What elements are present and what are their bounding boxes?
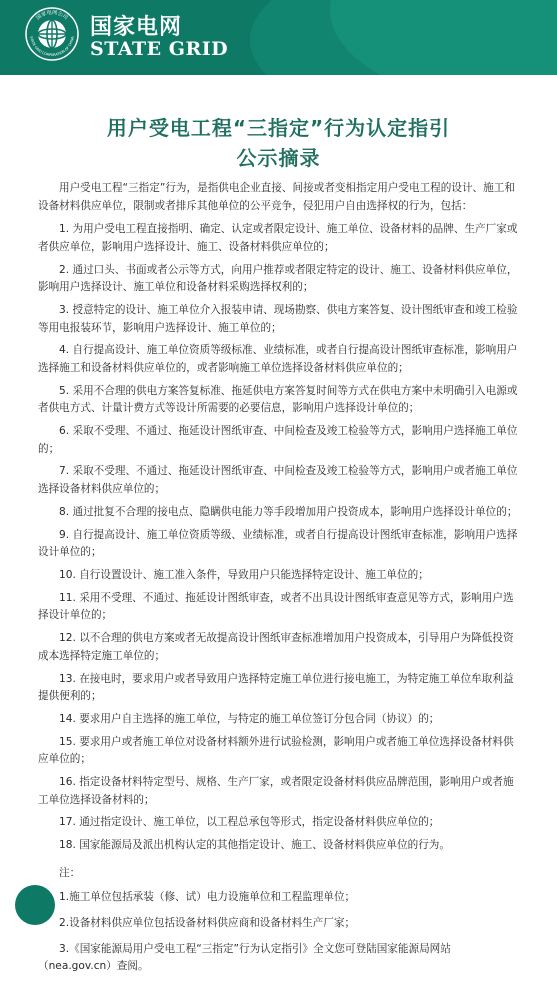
list-item: 15. 要求用户或者施工单位对设备材料额外进行试验检测，影响用户或者施工单位选择设备材料供应单位的； (38, 735, 514, 766)
list-item: 11. 采用不受理、不通过、拖延设计图纸审查，或者不出具设计图纸审查意见等方式，影响用户选择设计单位的； (38, 591, 514, 622)
note-item: 1.施工单位包括承装（修、试）电力设施单位和工程监理单位； (59, 891, 356, 904)
intro-paragraph: 用户受电工程“三指定”行为，是指供电企业直接、间接或者变相指定用户受电工程的设计、施工和设备材料供应单位，限制或者排斥其他单位的公平竞争，侵犯用户自由选择权的行为，包括： (38, 182, 515, 212)
list-item: 3. 授意特定的设计、施工单位介入报装申请、现场勘察、供电方案答复、设计图纸审查和竣工检验等用电报装环节，影响用户选择设计、施工单位的； (38, 303, 518, 334)
page-subtitle: 公示摘录 (236, 146, 321, 170)
footer-decor (15, 885, 55, 925)
note-item: 3.《国家能源局用户受电工程“三指定”行为认定指引》全文您可登陆国家能源局网站（nea.gov.cn）查阅。 (38, 942, 451, 973)
list-item: 10. 自行设置设计、施工准入条件，导致用户只能选择特定设计、施工单位的； (59, 568, 429, 581)
notice-body (38, 180, 520, 984)
behavior-list (38, 221, 520, 855)
list-item: 1. 为用户受电工程直接指明、确定、认定或者限定设计、施工单位、设备材料的品牌、生产厂家或者供应单位，影响用户选择设计、施工、设备材料供应单位的； (38, 223, 518, 253)
list-item: 17. 通过指定设计、施工单位，以工程总承包等形式，指定设备材料供应单位的； (59, 816, 440, 829)
list-item: 2. 通过口头、书面或者公示等方式，向用户推荐或者限定特定的设计、施工、设备材料供应单位，影响用户选择设计、施工单位和设备材料采购选择权利的； (38, 263, 518, 294)
list-item: 7. 采取不受理、不通过、拖延设计图纸审查、中间检查及竣工检验等方式，影响用户或者施工单位选择设备材料供应单位的； (38, 465, 518, 496)
list-item: 4. 自行提高设计、施工单位资质等级标准、业绩标准，或者自行提高设计图纸审查标准，影响用户选择施工和设备材料供应单位的，或者影响施工单位选择设备材料供应单位的； (38, 344, 518, 374)
list-item: 9. 自行提高设计、施工单位资质等级、业绩标准，或者自行提高设计图纸审查标准，影响用户选择设计单位的； (38, 528, 518, 559)
notes-heading: 注： (59, 866, 81, 879)
brand-header (0, 0, 557, 75)
emblem-text-bottom: STATE GRID CORPORATION OF CHINA (29, 36, 75, 58)
list-item: 5. 采用不合理的供电方案答复标准、拖延供电方案答复时间等方式在供电方案中未明确引入电源或者供电方式、计量计费方式等设计所需要的必要信息，影响用户选择设计单位的； (38, 384, 518, 415)
list-item: 16. 指定设备材料特定型号、规格、生产厂家，或者限定设备材料供应品牌范围，影响用户或者施工单位选择设备材料的； (38, 776, 514, 806)
list-item: 8. 通过批复不合理的接电点、隐瞒供电能力等手段增加用户投资成本，影响用户选择设计单位的； (59, 505, 518, 518)
brand-name-en: STATE GRID (90, 38, 229, 60)
list-item: 6. 采取不受理、不通过、拖延设计图纸审查、中间检查及竣工检验等方式，影响用户选择施工单位的； (38, 425, 518, 455)
page-title: 用户受电工程“三指定”行为认定指引 (106, 116, 451, 140)
list-item: 12. 以不合理的供电方案或者无故提高设计图纸审查标准增加用户投资成本，引导用户为降低投资成本选择特定施工单位的； (38, 632, 514, 662)
emblem-text-top: 国家电网公司 (35, 9, 69, 22)
brand-name-cn: 国家电网 (90, 15, 183, 40)
header-decor-band-light (330, 0, 557, 75)
list-item: 14. 要求用户自主选择的施工单位，与特定的施工单位签订分包合同（协议）的； (59, 712, 440, 725)
note-item: 2.设备材料供应单位包括设备材料供应商和设备材料生产厂家； (59, 916, 356, 929)
notes-section (38, 865, 520, 976)
list-item: 13. 在接电时，要求用户或者导致用户选择特定施工单位进行接电施工，为特定施工单位牟取利益提供便利的； (38, 672, 514, 703)
state-grid-globe-icon (24, 6, 80, 62)
list-item: 18. 国家能源局及派出机构认定的其他指定设计、施工、设备材料供应单位的行为。 (59, 839, 450, 852)
